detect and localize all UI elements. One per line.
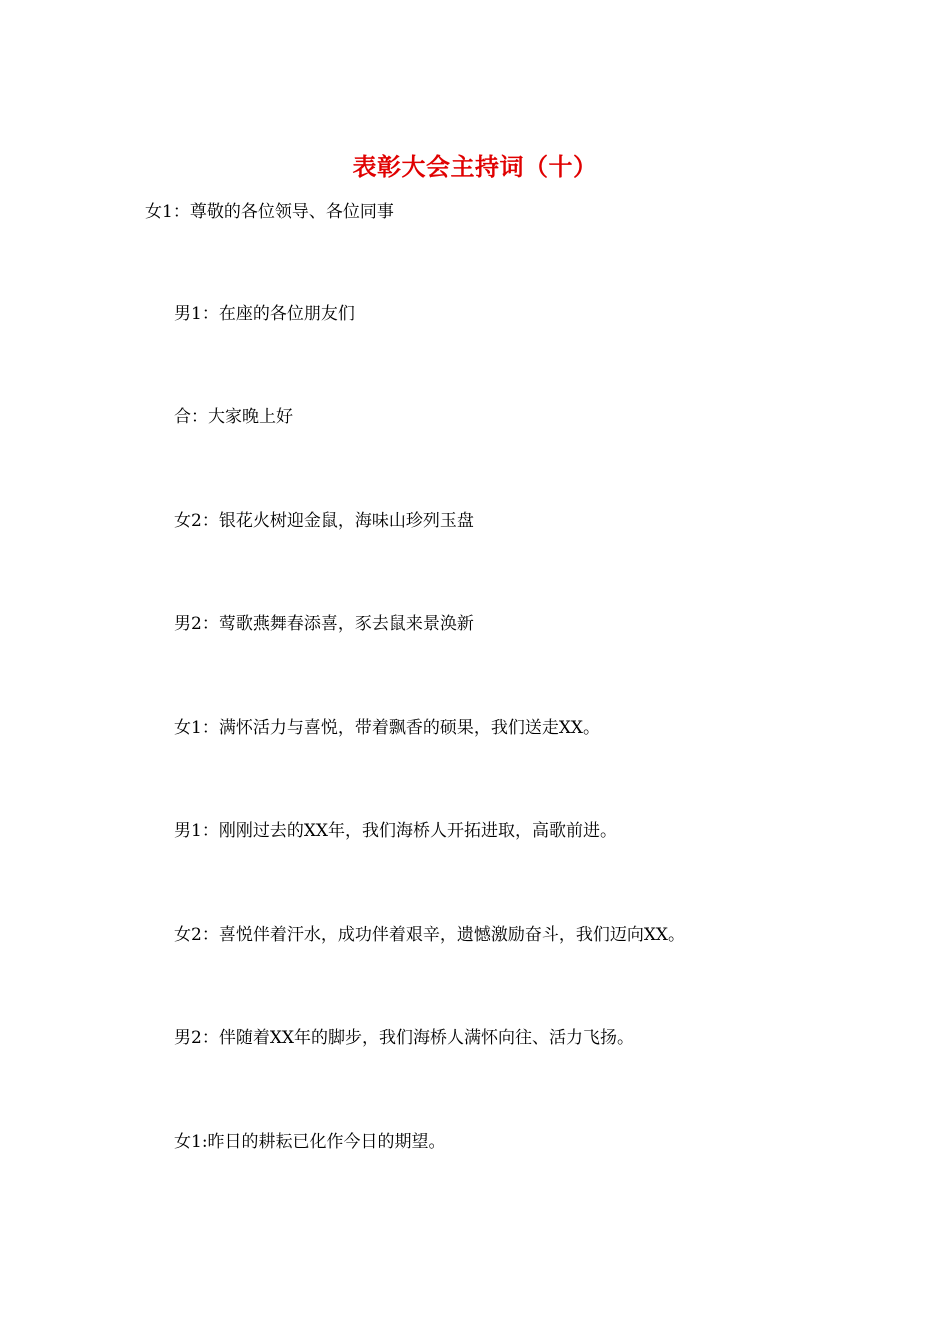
speech-line: 女2：喜悦伴着汗水，成功伴着艰辛，遗憾激励奋斗，我们迈向XX。 (174, 925, 686, 945)
speech-line: 合：大家晚上好 (174, 407, 293, 427)
speech-line: 男2：莺歌燕舞春添喜，豕去鼠来景涣新 (174, 614, 474, 634)
speech-line: 男2：伴随着XX年的脚步，我们海桥人满怀向往、活力飞扬。 (174, 1028, 635, 1048)
document-title: 表彰大会主持词（十） (352, 152, 598, 181)
speech-line: 男1：刚刚过去的XX年，我们海桥人开拓进取，高歌前进。 (174, 821, 618, 841)
speech-line: 男1：在座的各位朋友们 (174, 304, 355, 324)
speech-line: 女1:昨日的耕耘已化作今日的期望。 (174, 1132, 446, 1152)
speech-line: 女1：尊敬的各位领导、各位同事 (145, 202, 394, 222)
speech-line: 女2：银花火树迎金鼠，海味山珍列玉盘 (174, 511, 474, 531)
speech-line: 女1：满怀活力与喜悦，带着飘香的硕果，我们送走XX。 (174, 718, 601, 738)
